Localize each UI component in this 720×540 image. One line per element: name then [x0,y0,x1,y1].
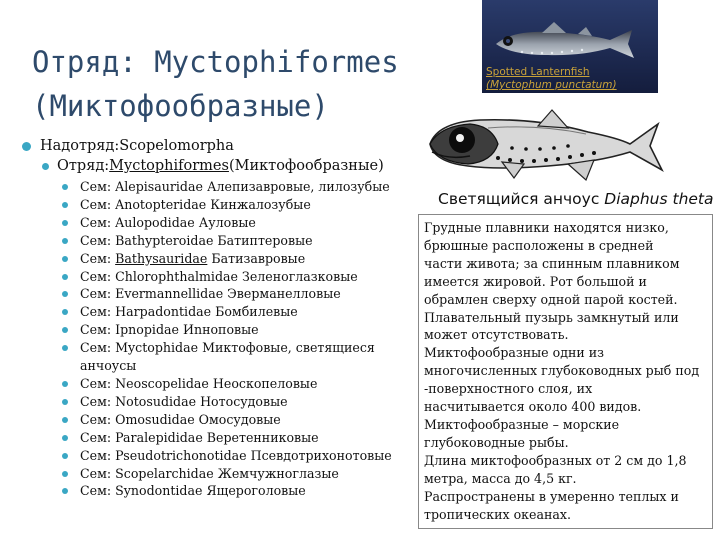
family-text: Omosudidae Омосудовые [115,411,281,427]
slide-title [32,40,472,128]
family-prefix: Сем: [80,447,116,463]
family-prefix: Сем: [80,411,116,427]
photo-caption-common[interactable]: Spotted Lanternfish [486,66,590,78]
family-prefix: Сем: [80,393,116,409]
description-line: многочисленных глубоководных рыб под [424,363,700,379]
description-box [418,214,713,529]
family-item [62,465,410,483]
description-line: -поверхностного слоя, их [424,381,593,397]
family-link[interactable]: Bathysauridae [115,250,208,266]
drawing-caption-prefix: Светящийся анчоус [438,190,605,208]
family-prefix: Сем: [80,483,116,499]
family-item [62,393,410,411]
description-line: метра, масса до 4,5 кг. [424,470,577,486]
order-label: Отряд: [57,158,110,174]
family-item [62,375,410,393]
description-line: может отсутствовать. [424,327,569,343]
family-text: Myctophidae Миктофовые, светящиеся анчоусы [80,340,375,374]
diaphus-theta-drawing [418,104,668,189]
family-prefix: Сем: [80,268,116,284]
family-prefix: Сем: [80,250,116,266]
order-item [42,158,384,174]
family-prefix: Сем: [80,232,116,248]
family-text: Батизавровые [207,250,306,266]
family-item [62,196,410,214]
family-prefix: Сем: [80,322,116,338]
family-text: Notosudidae Нотосудовые [115,393,288,409]
family-text: Harpadontidae Бомбилевые [115,304,298,320]
family-item [62,447,410,465]
family-prefix: Сем: [80,465,116,481]
family-prefix: Сем: [80,179,116,194]
lanternfish-photo [482,0,658,93]
description-line: Распространены в умеренно теплых и [424,488,679,504]
family-item [62,268,410,286]
family-item [62,232,410,250]
family-item [62,250,410,268]
description-line: Миктофообразные одни из [424,345,605,361]
family-prefix: Сем: [80,214,116,230]
family-item [62,429,410,447]
family-text: Neoscopelidae Неоскопеловые [115,375,318,391]
family-text: Alepisauridae Алепизавровые, лилозубые [115,179,390,194]
family-item [62,482,410,500]
bullet-icon [22,142,31,151]
family-text: Scopelarchidae Жемчужноглазые [115,465,339,481]
description-line: Длина миктофообразных от 2 см до 1,8 [424,452,687,468]
family-prefix: Сем: [80,304,116,320]
description-line: Грудные плавники находятся низко, [424,220,669,235]
family-item [62,339,410,375]
description-line: обрамлен сверху одной парой костей. [424,291,678,307]
description-line: части живота; за спинным плавником [424,255,680,271]
family-text: Evermannellidae Эверманелловые [115,286,341,302]
description-line: глубоководные рыбы. [424,434,569,450]
description-line: тропических океанах. [424,506,572,522]
family-text: Bathypteroidae Батиптеровые [115,232,313,248]
drawing-caption-species: Diaphus theta [604,190,714,208]
family-item [62,214,410,232]
family-text: Pseudotrichonotidae Псевдотрихонотовые [115,447,392,463]
drawing-caption [438,190,714,208]
family-item [62,285,410,303]
title-line-1: Отряд: Myctophiformes [32,45,399,79]
description-line: насчитывается около 400 видов. [424,399,642,415]
description-line: Миктофообразные – морские [424,416,620,432]
family-text: Paralepididae Веретенниковые [115,429,319,445]
title-line-2: (Миктофообразные) [32,89,329,123]
superorder-label: Надотряд: [40,138,120,154]
family-text: Ipnopidae Иnноповые [115,322,259,338]
bullet-icon [42,163,49,170]
family-prefix: Сем: [80,196,116,212]
superorder-name: Scopelomorpha [119,138,234,154]
family-text: Chlorophthalmidae Зеленоглазковые [115,268,358,284]
family-item [62,321,410,339]
family-prefix: Сем: [80,340,116,356]
description-line: имеется жировой. Рот большой и [424,273,647,289]
family-prefix: Сем: [80,429,116,445]
description-line: Плавательный пузырь замкнутый или [424,309,679,325]
family-text: Synodontidae Ящероголовые [115,483,306,499]
family-text: Anotopteridae Кинжалозубые [115,196,311,212]
family-item [62,178,410,196]
family-item [62,411,410,429]
photo-caption-latin[interactable]: (Myctophum punctatum) [486,79,617,91]
superorder-item [22,138,234,154]
description-line: брюшные расположены в средней [424,237,654,253]
family-prefix: Сем: [80,375,116,391]
family-text: Aulopodidae Ауловые [115,214,256,230]
order-name-link[interactable]: Myctophiformes [109,158,229,174]
family-list [62,178,410,500]
order-name-ru: (Миктофообразные) [228,158,384,174]
family-prefix: Сем: [80,286,116,302]
family-item [62,303,410,321]
